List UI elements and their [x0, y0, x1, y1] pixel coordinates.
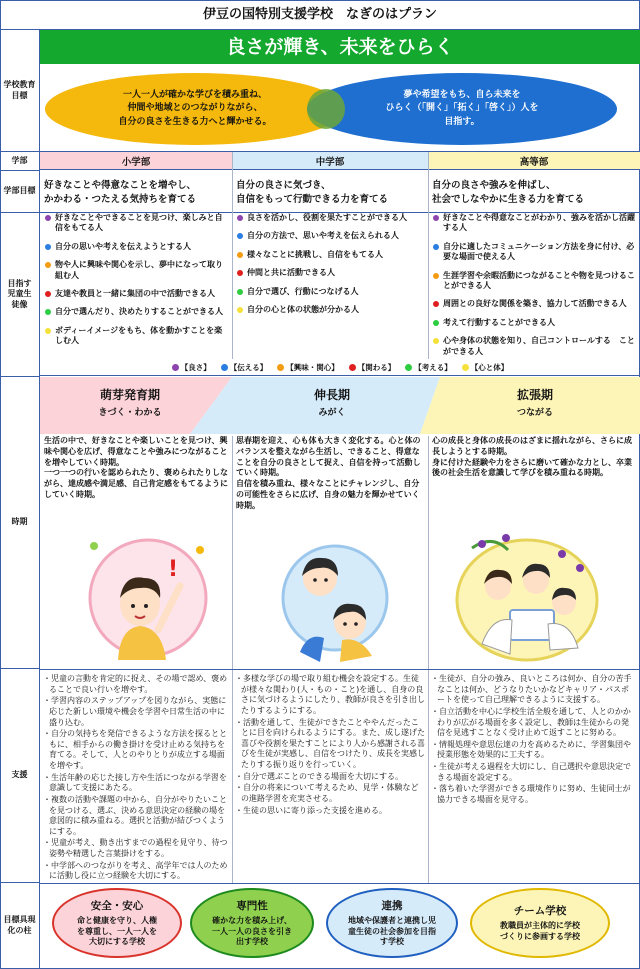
student-trait-item: 物や人に興味や関心を示し、夢中になって取り組む人 [44, 260, 230, 281]
category-dot-icon [433, 273, 439, 279]
support-item: ・自分で選ぶことのできる場面を大切にする。 [235, 771, 403, 781]
support-item: ・自立活動を中心に学校生活全般を通して、人とのかかわりが広がる場面を多く設定し、教師は生徒からの発信を見逃すことなく受け止めて返すことに努める。 [431, 706, 631, 738]
pillar-body: 地域や保護者と連携し児 童生徒の社会参加を目指 す学校 [348, 915, 436, 947]
support-item: ・多様な学びの場で取り組む機会を設定する。生徒が様々な関わり(人・もの・こと)を通し、自身の良さに気づけるようにしたり、教師が良さを引き出したりするようにする。 [235, 674, 425, 715]
legend-item: 【考える】 [405, 362, 452, 373]
dept-goal-high-school: 自分の良さや強みを伸ばし、 社会でしなやかに生きる力を育てる [428, 171, 640, 213]
student-list-junior-high [236, 213, 426, 316]
student-trait-item: 自分で選んだり、決めたりすることができる人 [44, 307, 230, 317]
legend-item: 【心と体】 [462, 362, 509, 373]
category-dot-icon [45, 262, 51, 268]
label-department-goals: 学部目標 [0, 171, 40, 213]
support-item: ・生徒が、自分の強み、良いところは何か、自分の苦手なことは何か、どうなりたいかなどキャリア・パスポートを使って自己理解できるように支援する。 [431, 674, 632, 705]
dept-goal-elementary: 好きなことや得意なことを増やし、 かかわる・つたえる気持ちを育てる [40, 171, 232, 213]
student-trait-item: 自分の思いや考えを伝えようとする人 [44, 242, 230, 252]
dept-junior-high: 中学部 [232, 152, 428, 170]
goal-ellipse-right: 夢や希望をもち、自ら未来を ひらく（「開く」「拓く」「啓く」）人を 目指す。 [307, 73, 617, 145]
pillar-heading: 専門性 [236, 899, 268, 912]
pillar-body: 確かな力を積み上げ、 一人一人の良さを引き 出す学校 [212, 915, 292, 947]
ellipse-overlap [307, 89, 345, 129]
category-dot-icon [45, 291, 51, 297]
phase-junior-high [236, 377, 428, 432]
support-item: ・自分の将来について考えるため、見学・体験などの進路学習を充実させる。 [235, 783, 419, 803]
category-dot-icon [237, 252, 243, 258]
category-dot-icon [237, 270, 243, 276]
phase-desc-junior-high: 思春期を迎え、心も体も大きく変化する。心と体のバランスを整えながら生活し、できること、得意なことを自分の良さとして捉え、自信を持って活動していく時期。 自信を積み重ね、様々なことにチャレンジし、自分の可能性をさらに広げ、自身の魅力を輝かせていく時期。 [236, 436, 421, 510]
pillar-cooperation [326, 888, 458, 958]
phase-name: 伸長期 [313, 388, 350, 402]
student-list-elementary [44, 213, 230, 348]
label-period: 時期 [0, 377, 40, 669]
category-dot-icon [433, 301, 439, 307]
category-dot-icon [462, 364, 469, 371]
support-item: ・生徒が考える過程を大切にし、自己選択や意思決定できる場面を設定する。 [431, 762, 631, 782]
student-trait-item: 心や身体の状態を知り、自己コントロールする ことができる人 [432, 336, 636, 357]
pillar-body: 教職員が主体的に学校 づくりに参画する学校 [500, 921, 580, 941]
pillar-heading: 連携 [381, 899, 403, 912]
phase-desc-high-school: 心の成長と身体の成長のはざまに揺れながら、さらに成長しようとする時期。 身に付けた経験や力をさらに磨いて確かな力とし、卒業後の社会生活を意識して学びを積み重ねる時期。 [432, 436, 632, 478]
student-trait-item: ボディーイメージをもち、体を動かすことを楽しむ人 [44, 326, 230, 347]
pillar-heading: 安全・安心 [90, 899, 144, 912]
student-trait-item: 自分の方法で、思いや考えを伝えられる人 [236, 231, 426, 241]
phase-high-school [440, 377, 630, 432]
category-dot-icon [237, 307, 243, 313]
student-trait-item: 自分の心と体の状態が分かる人 [236, 305, 426, 315]
pillar-heading: チーム学校 [513, 905, 567, 918]
legend-item: 【伝える】 [221, 362, 268, 373]
elementary-child-illustration [88, 532, 208, 660]
category-dot-icon [433, 320, 439, 326]
category-dot-icon [349, 364, 356, 371]
category-dot-icon [172, 364, 179, 371]
student-trait-item: 考えて行動することができる人 [432, 318, 636, 328]
dept-goal-junior-high: 自分の良さに気づき、 自信をもって行動できる力を育てる [232, 171, 428, 213]
school-motto: 良さが輝き、未来をひらく [40, 30, 640, 64]
category-dot-icon [433, 338, 439, 344]
pillar-safety [52, 888, 182, 958]
phase-reading: みがく [318, 408, 346, 418]
category-legend [40, 359, 640, 376]
category-dot-icon [45, 215, 51, 221]
category-dot-icon [433, 215, 439, 221]
pillar-team-school [470, 888, 610, 958]
category-dot-icon [237, 289, 243, 295]
phase-desc-elementary: 生活の中で、好きなことや楽しいことを見つけ、興味や関心を広げ、得意なことや強みにつながることを増やしていく時期。 一つ一つの行いを認められたり、褒められたりしながら、達成感や満足感、自己肯定感をもてるようにしていく時期。 [44, 436, 228, 499]
category-dot-icon [237, 233, 243, 239]
legend-item: 【興味・関心】 [277, 362, 339, 373]
pillar-expertise [190, 888, 314, 958]
high-school-students-illustration [452, 524, 602, 664]
student-trait-item: 自分で選び、行動につなげる人 [236, 287, 426, 297]
pillar-body: 命と健康を守り、人権 を尊重し、一人一人を 大切にする学校 [77, 915, 157, 947]
category-dot-icon [221, 364, 228, 371]
phase-reading: つながる [516, 408, 553, 418]
phase-name: 萌芽発育期 [99, 388, 160, 402]
student-trait-item: 周囲との良好な関係を築き、協力して活動できる人 [432, 299, 636, 309]
dept-elementary: 小学部 [40, 152, 232, 170]
student-trait-item: 好きなことやできることを見つけ、楽しみと自信をもてる人 [44, 213, 230, 234]
page-title: 伊豆の国特別支援学校 なぎのはプラン [0, 0, 640, 30]
category-dot-icon [45, 309, 51, 315]
student-trait-item: 良さを活かし、役割を果たすことができる人 [236, 213, 426, 223]
svg-text:!: ! [168, 557, 179, 582]
support-item: ・自分の気持ちを発信できるような方法を探るとともに、相手からの働き掛けを受け止める気持ちを育てる。そして、人とのやりとりが成立する場面を増やす。 [43, 729, 227, 770]
student-trait-item: 様々なことに挑戦し、自信をもてる人 [236, 250, 426, 260]
student-trait-item: 好きなことや得意なことがわかり、強みを活かし活躍する人 [432, 213, 636, 234]
category-dot-icon [237, 215, 243, 221]
support-item: ・落ち着いた学習ができる環境作りに努め、生徒同士が協力できる場面を見守る。 [431, 784, 631, 804]
goal-ellipse-left: 一人一人が確かな学びを積み重ね、 仲間や地域とのつながりながら、 自分の良さを生きる力へと輝かせる。 [45, 73, 345, 145]
junior-high-children-illustration [280, 540, 390, 668]
support-item: ・生活年齢の応じた接し方や生活につながる学習を意識して支援にあたる。 [43, 772, 227, 793]
category-dot-icon [45, 328, 51, 334]
support-item: ・児童の言動を肯定的に捉え、その場で認め、褒めることで良い行いを増やす。 [43, 674, 228, 694]
category-dot-icon [277, 364, 284, 371]
support-item: ・中学部へのつながりを考え、高学年では人のために活動し役に立つ経験を大切にする。 [43, 860, 228, 881]
phase-reading: きづく・わかる [98, 408, 162, 418]
support-item: ・児童が考え、動き出すまでの過程を見守り、待つ姿勢や精選した言葉掛けをする。 [43, 838, 228, 858]
label-pillars: 目標具現化の柱 [0, 883, 40, 969]
student-trait-item: 生涯学習や余暇活動につながることや物を見つけることができる人 [432, 271, 636, 292]
student-trait-item: 友達や教員と一緒に集団の中で活動できる人 [44, 289, 230, 299]
support-item: ・活動を通して、生徒ができたことややんだったことに目を向けられるようにする。また、成し遂げた喜びや役割を果たすことにより人から感謝される喜びを生徒が実感し、自信をつけたり、成長を実感したりする振り返りを行っていく。 [235, 717, 425, 769]
support-high-school [431, 674, 636, 807]
phase-elementary [40, 377, 220, 432]
support-item: ・情報処理や意思伝達の力を高めるために、学習集団や授業形態を効果的に工夫する。 [431, 739, 631, 760]
legend-item: 【関わる】 [349, 362, 396, 373]
label-support: 支援 [0, 669, 40, 883]
label-school-goals: 学校教育目標 [0, 30, 40, 152]
support-elementary [43, 674, 230, 883]
label-student-image: 目指す児童生徒像 [0, 213, 40, 377]
legend-item: 【良さ】 [172, 362, 211, 373]
dept-high-school: 高等部 [428, 152, 640, 170]
student-trait-item: 自分に適したコミュニケーション方法を身に付け、必要な場面で使える人 [432, 242, 636, 263]
student-trait-item: 仲間と共に活動できる人 [236, 268, 426, 278]
category-dot-icon [405, 364, 412, 371]
category-dot-icon [433, 244, 439, 250]
student-list-high-school [432, 213, 636, 358]
support-item: ・複数の活動や課題の中から、自分がやりたいことを見つける、選ぶ、決める意思決定の経験の場を意図的に積み重ねる。選択と活動が結びつくようにする。 [43, 794, 227, 836]
support-item: ・学習内容のステップアップを図りながら、実態に応じた新しい環境や機会を学習や日常生活の中に盛り込む。 [43, 696, 227, 727]
support-junior-high [235, 674, 426, 817]
phase-name: 拡張期 [516, 388, 553, 402]
label-department: 学部 [0, 152, 40, 171]
support-item: ・生徒の思いに寄り添った支援を進める。 [235, 805, 387, 815]
category-dot-icon [45, 244, 51, 250]
